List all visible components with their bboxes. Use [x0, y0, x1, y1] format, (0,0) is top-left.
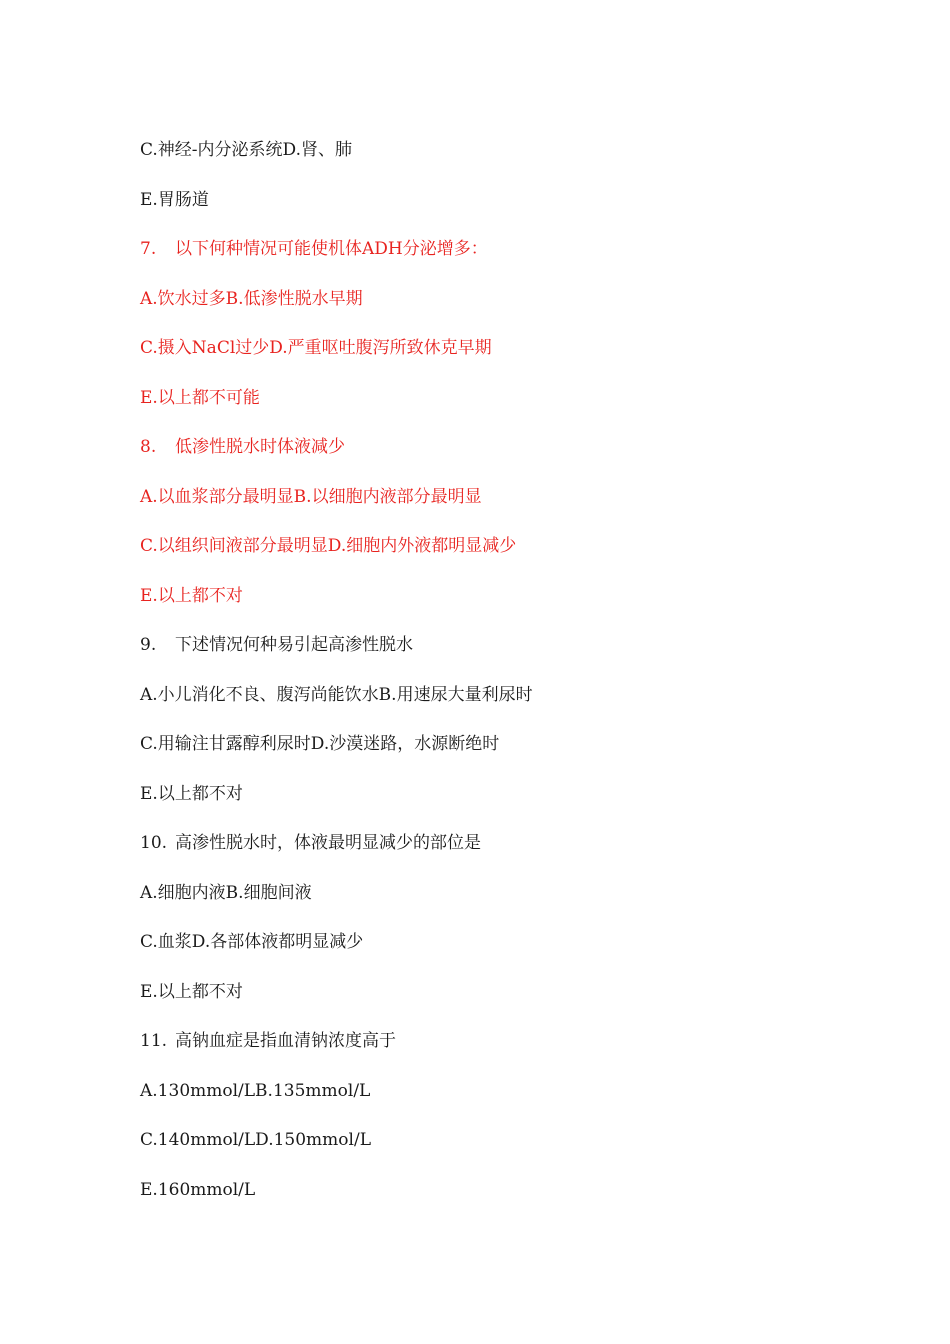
question-text: 以下何种情况可能使机体ADH分泌增多： — [175, 239, 488, 259]
line-text: E.以上都不可能 — [140, 388, 260, 408]
question-text: 下述情况何种易引起高渗性脱水 — [175, 635, 413, 655]
line-text: C.摄入NaCl过少D.严重呕吐腹泻所致休克早期 — [140, 338, 492, 358]
line-text: C.血浆D.各部体液都明显减少 — [140, 932, 364, 952]
option-line — [140, 534, 516, 558]
option-line — [140, 584, 243, 608]
option-line — [140, 1128, 371, 1152]
question-number: 7. — [140, 239, 157, 259]
option-line — [140, 683, 533, 707]
line-text: E.以上都不对 — [140, 784, 243, 804]
option-line — [140, 930, 363, 954]
question-text: 高渗性脱水时，体液最明显减少的部位是 — [175, 833, 481, 853]
question-7 — [140, 237, 488, 261]
question-text: 低渗性脱水时体液减少 — [175, 437, 345, 457]
line-text: C.以组织间液部分最明显D.细胞内外液都明显减少 — [140, 536, 517, 556]
line-text: E.以上都不对 — [140, 982, 243, 1002]
question-10 — [140, 831, 481, 855]
option-line — [140, 386, 260, 410]
line-text: E.胃肠道 — [140, 190, 209, 210]
line-text: A.饮水过多B.低渗性脱水早期 — [140, 289, 363, 309]
option-line — [140, 485, 482, 509]
line-text: A.小儿消化不良、腹泻尚能饮水B.用速尿大量利尿时 — [140, 685, 533, 705]
question-number: 9. — [140, 635, 157, 655]
option-line — [140, 782, 243, 806]
question-text: 高钠血症是指血清钠浓度高于 — [175, 1031, 396, 1051]
question-number: 8. — [140, 437, 157, 457]
line-text: C.用输注甘露醇利尿时D.沙漠迷路，水源断绝时 — [140, 734, 500, 754]
line-text: C.神经-内分泌系统D.肾、肺 — [140, 140, 352, 160]
line-text: C.140mmol/LD.150mmol/L — [140, 1130, 371, 1150]
option-line — [140, 336, 492, 360]
option-line — [140, 881, 312, 905]
line-text: E.160mmol/L — [140, 1180, 256, 1200]
option-line — [140, 980, 243, 1004]
line-text: A.130mmol/LB.135mmol/L — [140, 1081, 371, 1101]
option-line — [140, 732, 499, 756]
line-text: A.细胞内液B.细胞间液 — [140, 883, 312, 903]
option-line — [140, 1079, 370, 1103]
option-line — [140, 188, 209, 212]
option-line — [140, 138, 352, 162]
question-number: 10. — [140, 833, 168, 853]
question-8 — [140, 435, 345, 459]
question-9 — [140, 633, 413, 657]
option-line — [140, 287, 363, 311]
question-number: 11. — [140, 1031, 168, 1051]
line-text: E.以上都不对 — [140, 586, 243, 606]
option-line — [140, 1178, 255, 1202]
line-text: A.以血浆部分最明显B.以细胞内液部分最明显 — [140, 487, 482, 507]
question-11 — [140, 1029, 396, 1053]
